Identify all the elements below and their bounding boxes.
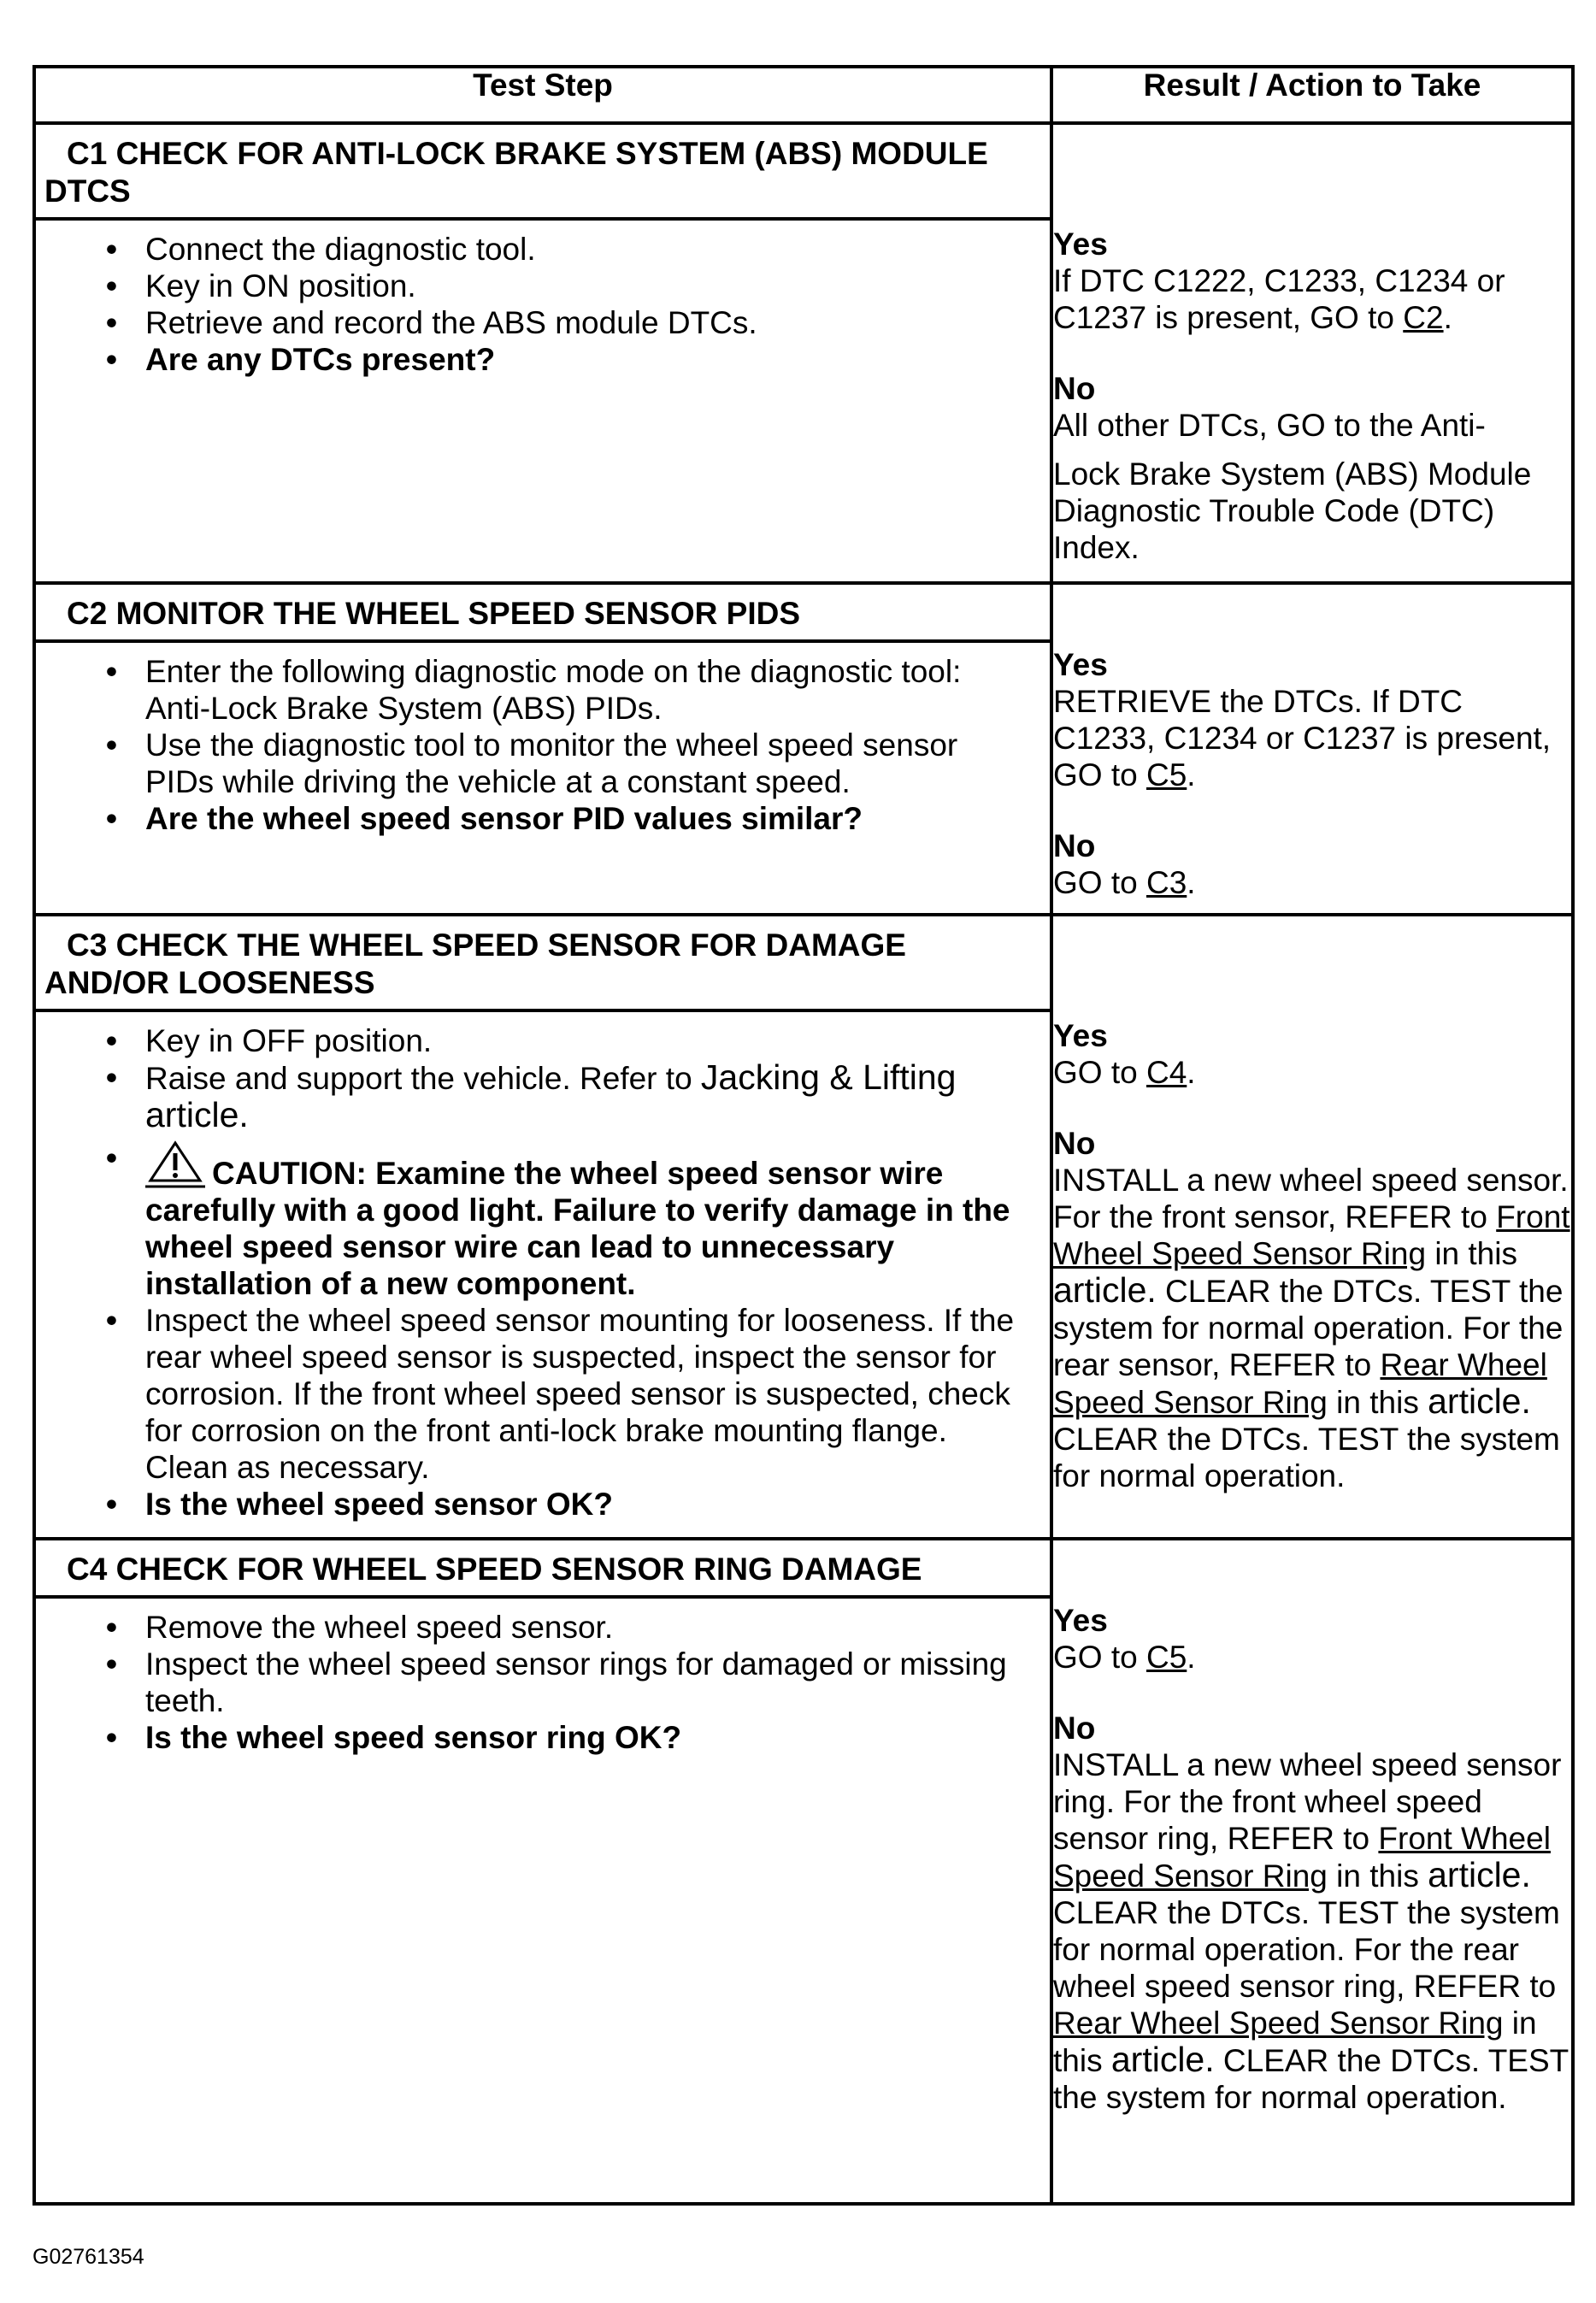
result-no-c1: No All other DTCs, GO to the Anti- Lock Brake System (ABS) Module Diagnostic Trouble Code (DTC) Index. <box>1053 371 1532 565</box>
result-yes-c2: Yes RETRIEVE the DTCs. If DTC C1233, C1234 or C1237 is present, GO to C5. <box>1053 647 1552 792</box>
link-c5[interactable]: C5 <box>1145 757 1187 792</box>
step-cell-c4 <box>34 1539 1051 2204</box>
result-no-c2: No GO to C3. <box>1053 828 1196 900</box>
step-row-c4 <box>34 1539 1573 2204</box>
step-title-c2: C2 MONITOR THE WHEEL SPEED SENSOR PIDS <box>36 585 1050 643</box>
step-question: • Are the wheel speed sensor PID values similar? <box>36 800 1033 837</box>
column-header-test-step: Test Step <box>34 67 1051 123</box>
step-bullets-c3 <box>36 1022 1050 1523</box>
caution-triangle-icon <box>145 1140 205 1189</box>
step-cell-c3 <box>34 915 1051 1539</box>
list-item: • Inspect the wheel speed sensor mounting for looseness. If the rear wheel speed sensor is suspected, inspect the sensor for corrosion. If the front wheel speed sensor is suspected, check for corrosion on the front anti-lock brake mounting flange. Clean as necessary. <box>36 1302 1033 1486</box>
result-no-c4: No INSTALL a new wheel speed sensor ring. For the front wheel speed sensor ring, REFER to Front Wheel Speed Sensor Ring in this article. CLEAR the DTCs. TEST the system for normal operation. For the rear wheel speed sensor ring, REFER to Rear Wheel Speed Sensor Ring in this article. CLEAR the DTCs. TEST the system for normal operation. <box>1053 1711 1569 2115</box>
result-cell-c1 <box>1051 123 1573 583</box>
diagnostic-test-table <box>32 65 1575 2206</box>
step-title-c3: C3 CHECK THE WHEEL SPEED SENSOR FOR DAMAGE AND/OR LOOSENESS <box>36 916 1050 1012</box>
list-item: • Enter the following diagnostic mode on the diagnostic tool: Anti-Lock Brake System (ABS) PIDs. <box>36 653 1033 727</box>
step-title-c1: C1 CHECK FOR ANTI-LOCK BRAKE SYSTEM (ABS) MODULE DTCS <box>36 125 1050 221</box>
link-c4[interactable]: C4 <box>1145 1055 1187 1090</box>
result-yes-c1: Yes If DTC C1222, C1233, C1234 or C1237 is present, GO to C2. <box>1053 227 1505 335</box>
step-row-c1 <box>34 123 1573 583</box>
figure-id: G02761354 <box>32 2245 144 2269</box>
step-question: • Is the wheel speed sensor ring OK? <box>36 1719 1033 1756</box>
list-item: • Connect the diagnostic tool. <box>36 231 1033 268</box>
step-question: • Are any DTCs present? <box>36 341 1033 378</box>
step-row-c3 <box>34 915 1573 1539</box>
column-header-result-action: Result / Action to Take <box>1051 67 1573 123</box>
list-item: • Key in ON position. <box>36 268 1033 304</box>
step-bullets-c4 <box>36 1609 1050 1756</box>
list-item: • Inspect the wheel speed sensor rings for damaged or missing teeth. <box>36 1646 1033 1719</box>
table-header-row <box>34 67 1573 123</box>
link-c5[interactable]: C5 <box>1145 1640 1187 1675</box>
list-item: • Key in OFF position. <box>36 1022 1033 1059</box>
step-question: • Is the wheel speed sensor OK? <box>36 1486 1033 1523</box>
list-item: • Remove the wheel speed sensor. <box>36 1609 1033 1646</box>
step-title-c4: C4 CHECK FOR WHEEL SPEED SENSOR RING DAMAGE <box>36 1540 1050 1599</box>
link-front-wheel-speed-sensor-ring[interactable]: Front Wheel Speed Sensor Ring <box>1053 1199 1570 1271</box>
result-yes-c4: Yes GO to C5. <box>1053 1603 1196 1675</box>
link-c3[interactable]: C3 <box>1145 865 1187 900</box>
step-cell-c2 <box>34 583 1051 915</box>
step-row-c2 <box>34 583 1573 915</box>
link-front-wheel-speed-sensor-ring[interactable]: Front Wheel Speed Sensor Ring <box>1053 1821 1551 1894</box>
list-item: • Retrieve and record the ABS module DTCs. <box>36 304 1033 341</box>
step-bullets-c1 <box>36 231 1050 378</box>
result-cell-c4 <box>1051 1539 1573 2204</box>
link-rear-wheel-speed-sensor-ring[interactable]: Rear Wheel Speed Sensor Ring <box>1053 2006 1504 2041</box>
result-cell-c2 <box>1051 583 1573 915</box>
step-cell-c1 <box>34 123 1051 583</box>
list-item: • Use the diagnostic tool to monitor the wheel speed sensor PIDs while driving the vehicle at a constant speed. <box>36 727 1033 800</box>
link-rear-wheel-speed-sensor-ring[interactable]: Rear Wheel Speed Sensor Ring <box>1053 1347 1547 1420</box>
result-cell-c3 <box>1051 915 1573 1539</box>
link-c2[interactable]: C2 <box>1403 300 1444 335</box>
result-no-c3: No INSTALL a new wheel speed sensor. For the front sensor, REFER to Front Wheel Speed Sensor Ring in this article. CLEAR the DTCs. TEST the system for normal operation. For the rear sensor, REFER to Rear Wheel Speed Sensor Ring in this article. CLEAR the DTCs. TEST the system for normal operation. <box>1053 1126 1570 1493</box>
list-item: • Raise and support the vehicle. Refer to Jacking & Lifting article. <box>36 1059 1033 1134</box>
caution-note: • CAUTION: Examine the wheel speed sensor wire carefully with a good light. Failure to verify damage in the wheel speed sensor wire can lead to unnecessary installation of a new component. <box>36 1140 1033 1302</box>
result-yes-c3: Yes GO to C4. <box>1053 1018 1196 1090</box>
step-bullets-c2 <box>36 653 1050 837</box>
